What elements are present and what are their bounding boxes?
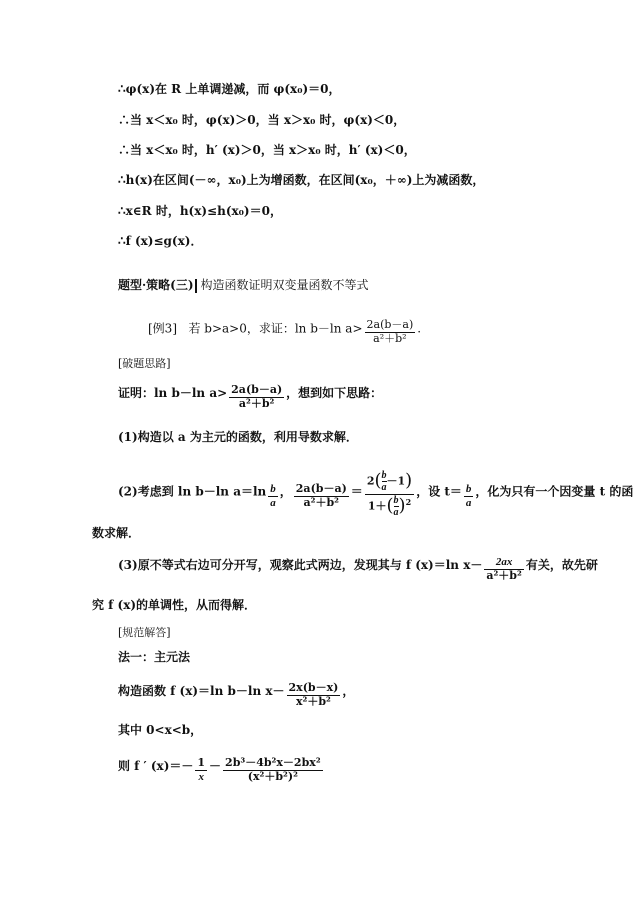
deriv-f1-den: x	[198, 771, 204, 783]
proof-prefix: 证明：ln b－ln a>	[118, 386, 228, 400]
step2-suffix: ，化为只有一个因变量 t 的函	[475, 484, 634, 499]
deriv-f1-num: 1	[197, 756, 206, 770]
step2-frac-t	[464, 483, 474, 509]
proof-line-4: ∴h(x)在区间(－∞，x₀)上为增函数，在区间(x₀，＋∞)上为减函数，	[118, 173, 485, 187]
example-end: .	[417, 321, 422, 336]
step2-frac-rhs: 2( $\frac{b}{a}$ －1) 1＋( $\frac{b}{a}$ )$^2$	[366, 470, 413, 518]
step2-set-t: ，设 t＝	[416, 484, 462, 499]
proof-line-1: ∴φ(x)在 R 上单调递减，而 φ(x₀)＝0，	[118, 82, 341, 96]
section-title-prefix: 题型·策略(三)	[118, 278, 194, 292]
proof-statement	[118, 384, 640, 411]
proof-line-6: ∴f (x)≤g(x)．	[118, 234, 203, 248]
proof-fraction	[229, 384, 284, 410]
breakdown-label: [破题思路]	[118, 357, 171, 370]
step2-comma: ，	[279, 484, 292, 499]
solution-label: [规范解答]	[118, 626, 171, 639]
step2-frac-ba	[268, 483, 278, 509]
step-2-continued: 数求解．	[92, 526, 141, 540]
section-title-text: 构造函数证明双变量函数不等式	[200, 278, 369, 292]
deriv-f2-den: (x²＋b²)²	[247, 770, 298, 783]
step2-equals: ＝	[350, 484, 363, 499]
deriv-fraction-1	[195, 757, 207, 783]
section-divider	[195, 279, 197, 293]
example-statement	[148, 319, 640, 345]
step2-t-num: b	[465, 482, 472, 495]
step2-t-den: a	[465, 496, 472, 509]
deriv-f2-num: 2b³－4b²x－2bx²	[225, 756, 321, 770]
step3-frac-num: 2ax	[484, 556, 523, 570]
step-3	[118, 556, 640, 583]
step3-suffix: 有关，故先研	[525, 558, 598, 572]
proof-suffix: ，想到如下思路：	[286, 386, 383, 400]
step-2	[118, 470, 640, 518]
proof-line-5: ∴x∈R 时，h(x)≤h(x₀)＝0，	[118, 204, 282, 218]
proof-line-2: ∴当 x＜x₀ 时，φ(x)＞0，当 x＞x₀ 时，φ(x)＜0，	[118, 113, 406, 127]
step2-frac-main	[294, 483, 349, 509]
step2-prefix: (2)考虑到 ln b－ln a＝ln	[118, 484, 267, 499]
rhs-den-head: 1＋	[367, 499, 387, 513]
range-condition: 其中 0<x<b，	[118, 723, 203, 737]
construct-prefix: 构造函数 f (x)＝ln b－ln x－	[118, 684, 285, 698]
construct-frac-num: 2x(b－x)	[288, 681, 339, 695]
step2-frac2-num: 2a(b－a)	[295, 481, 347, 495]
step2-frac1-den: a	[270, 496, 276, 509]
step-1: (1)构造以 a 为主元的函数，利用导数求解．	[118, 430, 358, 444]
rhs-den-inner: $\frac{b}{a}$	[393, 495, 399, 518]
construct-suffix: ，	[342, 684, 355, 698]
deriv-fraction-2	[223, 757, 323, 783]
solution-method: 法一：主元法	[118, 650, 191, 664]
example-text: 若 b>a>0，求证：ln b－ln a>	[188, 321, 363, 336]
proof-frac-den: a²＋b²	[238, 397, 275, 410]
step3-frac-den: a²＋b²	[486, 569, 522, 582]
construct-fraction	[287, 682, 341, 708]
example-fraction	[365, 319, 416, 345]
rhs-num-inner: $\frac{b}{a}$	[381, 470, 387, 493]
example-frac-num: 2a(b－a)	[366, 318, 414, 331]
construct-frac-den: x²＋b²	[295, 695, 331, 708]
step3-fraction	[484, 556, 523, 582]
section-title	[118, 276, 640, 293]
step3-prefix: (3)原不等式右边可分开写，观察此式两边，发现其与 f (x)＝ln x－	[118, 558, 483, 572]
rhs-den-square: 2	[405, 496, 412, 507]
rhs-num-tail: －1	[386, 474, 406, 488]
example-frac-den: a²＋b²	[373, 331, 407, 345]
rhs-num-coef: 2	[366, 474, 375, 488]
proof-line-3: ∴当 x＜x₀ 时，h′ (x)＞0，当 x＞x₀ 时，h′ (x)＜0，	[118, 143, 416, 157]
step2-frac1-num: b	[270, 482, 276, 495]
proof-frac-num: 2a(b－a)	[231, 383, 283, 397]
construct-function	[118, 682, 640, 709]
deriv-minus: －	[209, 759, 222, 773]
deriv-prefix: 则 f ′ (x)＝－	[118, 759, 194, 773]
derivative	[118, 757, 640, 784]
example-label: [例3]	[148, 321, 177, 336]
step-3-continued: 究 f (x)的单调性，从而得解．	[92, 598, 257, 612]
step2-frac2-den: a²＋b²	[303, 495, 340, 509]
